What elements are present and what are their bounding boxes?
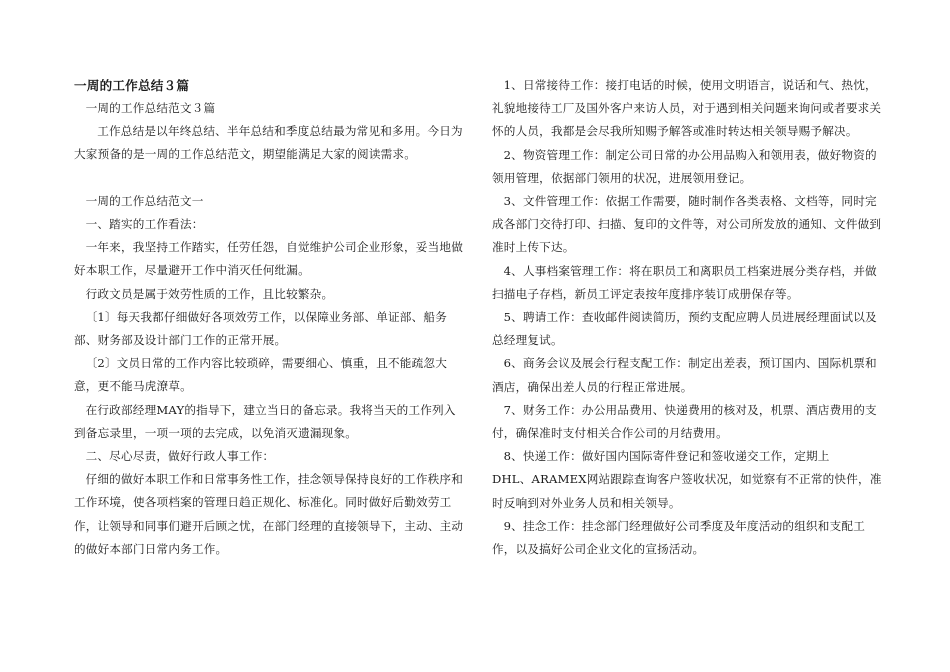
list-item: 4、人事档案管理工作：将在职员工和离职员工档案进展分类存档，并做扫描电子存档，新员工评定表按年度排序装订成册保存等。 (492, 263, 877, 301)
list-item: 7、财务工作：办公用品费用、快递费用的核对及，机票、酒店费用的支付，确保准时支付相关合作公司的月结费用。 (492, 402, 877, 441)
right-column (492, 74, 882, 561)
intro-paragraph: 工作总结是以年终总结、半年总结和季度总结最为常见和多用。今日为大家预备的是一周的工作总结范文，期望能满足大家的阅读需求。 (74, 124, 463, 162)
body-paragraph: 行政文员是属于效劳性质的工作，且比较繁杂。 (85, 286, 334, 301)
list-item: 1、日常接待工作：接打电话的时候，使用文明语言，说话和气、热忱，礼貌地接待工厂及国外客户来访人员，对于遇到相关问题来询问或者要求关怀的人员，我都是会尽我所知赐予解答或准时转达相关领导赐予解决。 (492, 78, 882, 139)
list-item: 2、物资管理工作：制定公司日常的办公用品购入和领用表，做好物资的领用管理，依据部门领用的状况，进展领用登记。 (492, 147, 877, 185)
list-item: 〔1〕每天我都仔细做好各项效劳工作，以保障业务部、单证部、船务部、财务部及设计部门工作的正常开展。 (74, 309, 447, 348)
list-item: 〔2〕文员日常的工作内容比较琐碎，需要细心、慎重，且不能疏忽大意，更不能马虎潦草。 (74, 356, 447, 394)
subtitle: 一周的工作总结范文３篇 (85, 101, 216, 115)
body-paragraph: 一年来，我坚持工作踏实，任劳任怨，自觉维护公司企业形象，妥当地做好本职工作，尽量避开工作中消灭任何纰漏。 (74, 240, 463, 278)
list-item: 6、商务会议及展会行程支配工作：制定出差表，预订国内、国际机票和酒店，确保出差人员的行程正常进展。 (492, 356, 877, 394)
blank-line (74, 167, 464, 190)
list-item: 3、文件管理工作：依据工作需要，随时制作各类表格、文档等，同时完成各部门交待打印、扫描、复印的文件等，对公司所发放的通知、文件做到准时上传下达。 (492, 194, 882, 255)
document-title: 一周的工作总结３篇 (74, 78, 190, 93)
list-item: 5、聘请工作：查收邮件阅读简历，预约支配应聘人员进展经理面试以及总经理复试。 (492, 310, 877, 348)
left-column (74, 74, 464, 561)
list-item-continuation: DHL、ARAMEX网站跟踪查询客户签收状况，如觉察有不正常的快件，准时反响到对外业务人员和相关领导。 (492, 472, 882, 510)
body-paragraph: 在行政部经理MAY的指导下，建立当日的备忘录。我将当天的工作列入到备忘录里，一项一项的去完成，以免消灭遗漏现象。 (74, 402, 456, 440)
list-item: 9、挂念工作：挂念部门经理做好公司季度及年度活动的组织和支配工作，以及搞好公司企业文化的宣扬活动。 (492, 518, 865, 557)
subheading: 二、尽心尽责，做好行政人事工作： (85, 449, 275, 464)
body-paragraph: 仔细的做好本职工作和日常事务性工作，挂念领导保持良好的工作秩序和工作环境，使各项档案的管理日趋正规化、标准化。同时做好后勤效劳工作，让领导和同事们避开后顾之忧，在部门经理的直接领导下，主动、主动的做好本部门日常内务工作。 (74, 472, 464, 556)
list-item: 8、快递工作：做好国内国际寄件登记和签收递交工作，定期上 (503, 449, 830, 464)
section-heading: 一周的工作总结范文一 (85, 193, 204, 208)
subheading: 一、踏实的工作看法： (85, 217, 204, 231)
